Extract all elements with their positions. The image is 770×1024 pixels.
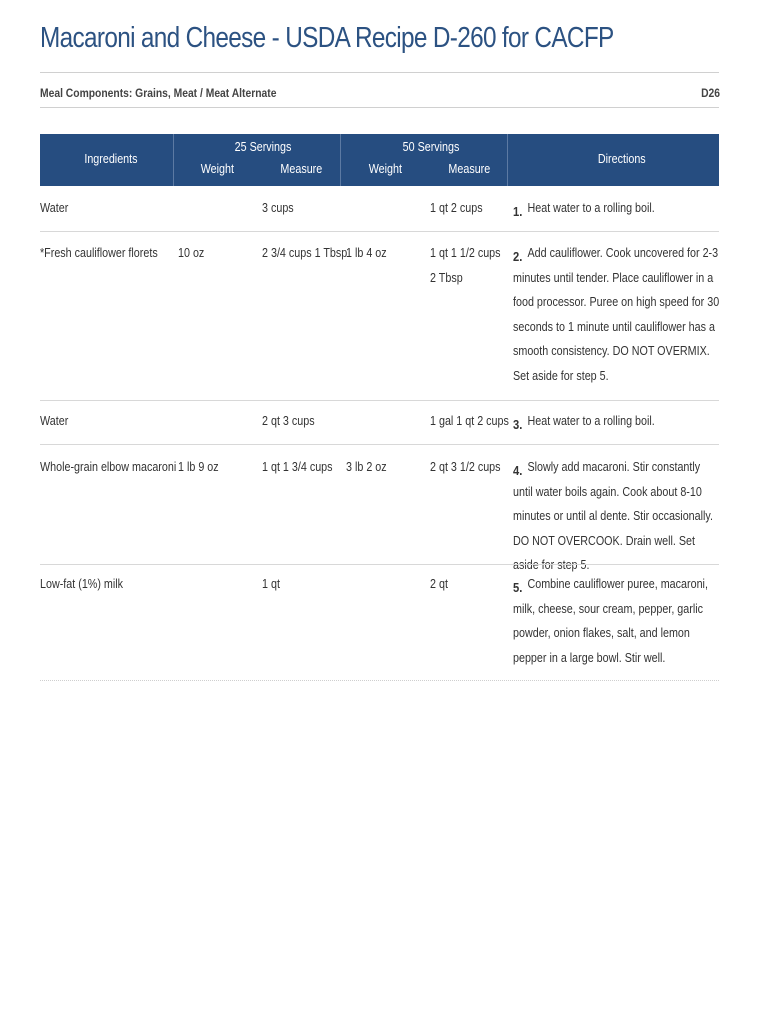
direction-text: Add cauliflower. Cook uncovered for 2-3 minutes until tender. Place cauliflower in a food processor. Puree on high speed for 30 seconds to 1 minute until cauliflower has a smooth consistency. DO NOT OVERMIX. Set aside for step 5. [513,246,720,383]
direction-cell [513,409,719,434]
header-25-servings: 25 Servings [234,140,292,154]
ingredient-cell: *Fresh cauliflower florets [40,246,158,260]
measure-50-cell: 1 qt 1 1/2 cups 2 Tbsp [430,246,501,285]
table-header [40,134,719,186]
divider [40,107,719,108]
direction-text: Slowly add macaroni. Stir constantly until water boils again. Cook about 8-10 minutes or until al dente. Stir occasionally. DO NOT OVERCOOK. Drain well. Set aside for step 5. [513,460,713,572]
table-row [40,572,719,680]
table-row [40,409,719,445]
direction-cell [513,241,719,388]
header-divider [507,134,508,186]
header-ingredients: Ingredients [84,152,138,166]
direction-text: Heat water to a rolling boil. [527,201,655,215]
measure-50-cell: 1 qt 2 cups [430,201,483,215]
header-50-measure: Measure [448,162,491,176]
page-title: Macaroni and Cheese - USDA Recipe D-260 for CACFP [40,22,614,54]
step-number: 4. [513,463,523,478]
direction-cell [513,572,719,670]
header-directions: Directions [597,152,646,166]
measure-50-cell: 2 qt [430,577,448,591]
measure-25-cell: 3 cups [262,201,294,215]
measure-25-cell: 1 qt 1 3/4 cups [262,460,333,474]
measure-50-cell: 2 qt 3 1/2 cups [430,460,501,474]
measure-25-cell: 1 qt [262,577,280,591]
meal-components: Meal Components: Grains, Meat / Meat Alternate [40,86,277,100]
row-divider [40,444,719,445]
table-row [40,455,719,572]
step-number: 2. [513,249,523,264]
direction-text: Combine cauliflower puree, macaroni, milk, cheese, sour cream, pepper, garlic powder, onion flakes, salt, and lemon pepper in a large bowl. Stir well. [513,577,708,665]
ingredient-cell: Water [40,201,69,215]
header-25-weight: Weight [200,162,234,176]
header-25-measure: Measure [280,162,323,176]
weight-25-cell: 10 oz [178,246,205,260]
measure-50-cell: 1 gal 1 qt 2 cups [430,414,509,428]
header-50-weight: Weight [368,162,402,176]
header-divider [173,134,174,186]
table-row [40,196,719,232]
header-divider [340,134,341,186]
row-divider [40,564,719,565]
weight-50-cell: 3 lb 2 oz [346,460,387,474]
ingredient-cell: Low-fat (1%) milk [40,577,124,591]
header-50-servings: 50 Servings [402,140,460,154]
row-divider [40,231,719,232]
step-number: 1. [513,204,523,219]
table-bottom-divider [40,680,719,681]
divider [40,72,719,73]
measure-25-cell: 2 3/4 cups 1 Tbsp [262,246,348,260]
step-number: 3. [513,417,523,432]
direction-cell [513,196,719,221]
measure-25-cell: 2 qt 3 cups [262,414,315,428]
direction-cell [513,455,719,578]
ingredient-cell: Whole-grain elbow macaroni [40,460,177,474]
weight-50-cell: 1 lb 4 oz [346,246,387,260]
recipe-code: D26 [701,86,720,100]
direction-text: Heat water to a rolling boil. [527,414,655,428]
weight-25-cell: 1 lb 9 oz [178,460,219,474]
row-divider [40,400,719,401]
ingredient-cell: Water [40,414,69,428]
table-row [40,241,719,401]
step-number: 5. [513,580,523,595]
